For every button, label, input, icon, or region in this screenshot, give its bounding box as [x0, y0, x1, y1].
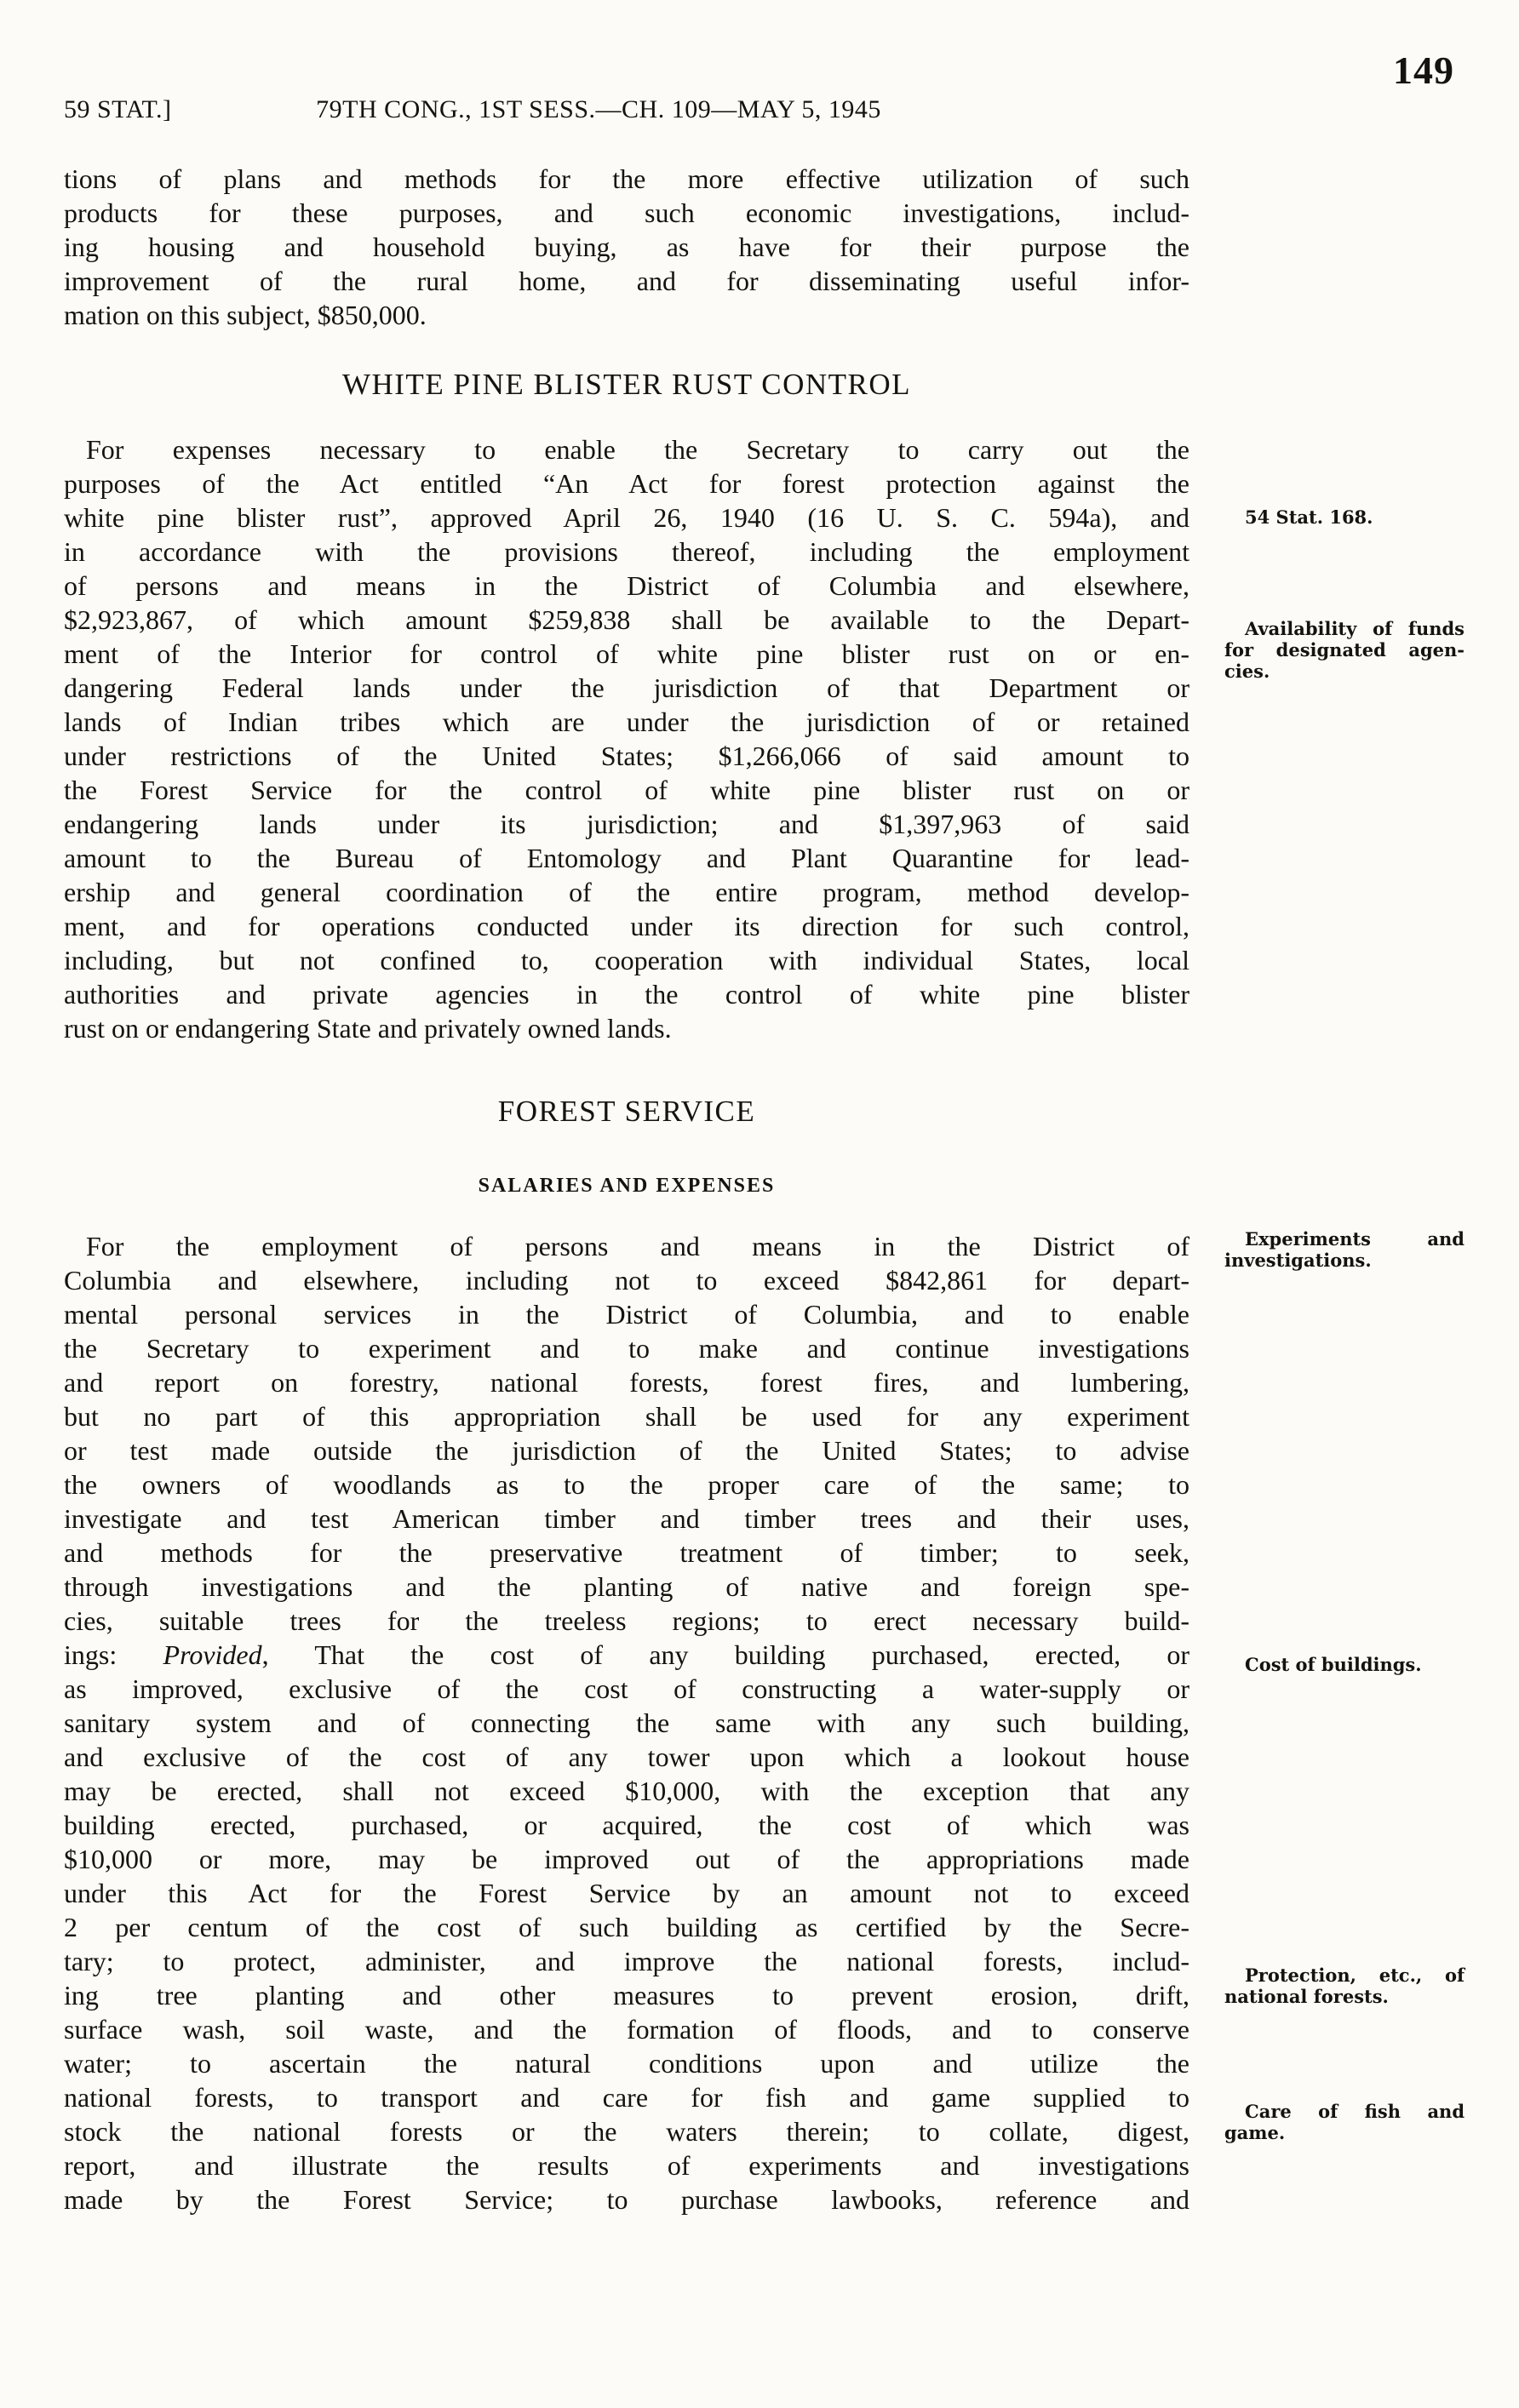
text-line: investigate and test American timber and timber trees and their uses, — [64, 1503, 1189, 1534]
text-line: Protection, etc., of — [1245, 1965, 1465, 1986]
text-line: and report on forestry, national forests, forest fires, and lumbering, — [64, 1367, 1189, 1398]
text-line: endangering lands under its jurisdiction; and $1,397,963 of said — [64, 809, 1189, 839]
text-line: and exclusive of the cost of any tower upon which a lookout house — [64, 1742, 1189, 1772]
text-line: the Forest Service for the control of white pine blister rust on or — [64, 775, 1189, 805]
text-line: the Secretary to experiment and to make and continue investigations — [64, 1333, 1189, 1364]
text-line: national forests, to transport and care for fish and game supplied to — [64, 2082, 1189, 2113]
text-line: ment, and for operations conducted under its direction for such control, — [64, 911, 1189, 941]
text-line: ing tree planting and other measures to prevent erosion, drift, — [64, 1980, 1189, 2010]
margin-note-stat-citation — [1224, 506, 1465, 528]
subheading-salaries-and-expenses: SALARIES AND EXPENSES — [478, 1175, 776, 1197]
page-number: 149 — [1393, 49, 1454, 92]
text-line: through investigations and the planting of native and foreign spe- — [64, 1571, 1189, 1602]
text-line: ings: Provided, That the cost of any building purchased, erected, or — [64, 1639, 1190, 1670]
text-line: authorities and private agencies in the control of white pine blister — [64, 979, 1189, 1010]
margin-note-cost-of-buildings — [1224, 1654, 1465, 1675]
text-line: game. — [1224, 2122, 1286, 2143]
text-line: 54 Stat. 168. — [1245, 506, 1373, 528]
text-line: ment of the Interior for control of white pine blister rust on or en- — [64, 638, 1189, 669]
text-line: and methods for the preservative treatment of timber; to seek, — [64, 1537, 1189, 1568]
text-line: cies. — [1224, 661, 1270, 682]
text-line: may be erected, shall not exceed $10,000, with the exception that any — [64, 1776, 1189, 1806]
text-line: For expenses necessary to enable the Secretary to carry out the — [86, 434, 1189, 465]
text-line: investigations. — [1224, 1250, 1372, 1271]
text-line: made by the Forest Service; to purchase lawbooks, reference and — [64, 2184, 1189, 2215]
stat-volume-label: 59 STAT.] — [64, 95, 172, 123]
text-line: Columbia and elsewhere, including not to exceed $842,861 for depart- — [64, 1265, 1189, 1296]
text-line: including, but not confined to, cooperation with individual States, local — [64, 945, 1189, 975]
text-line: tary; to protect, administer, and improve the national forests, includ- — [64, 1946, 1189, 1976]
text-line: mental personal services in the District of Columbia, and to enable — [64, 1299, 1189, 1330]
text-line: the owners of woodlands as to the proper care of the same; to — [64, 1469, 1189, 1500]
text-line: white pine blister rust”, approved April 26, 1940 (16 U. S. C. 594a), and — [64, 502, 1189, 533]
text-line: Availability of funds — [1245, 618, 1465, 639]
text-line: ing housing and household buying, as have for their purpose the — [64, 232, 1189, 262]
text-line: as improved, exclusive of the cost of constructing a water-supply or — [64, 1673, 1189, 1704]
text-line: products for these purposes, and such economic investigations, includ- — [64, 197, 1189, 228]
text-line: $2,923,867, of which amount $259,838 shall be available to the Depart- — [64, 604, 1189, 635]
margin-note-experiments-investigations — [1224, 1228, 1465, 1271]
text-line: $10,000 or more, may be improved out of the appropriations made — [64, 1844, 1189, 1874]
text-line: under this Act for the Forest Service by an amount not to exceed — [64, 1878, 1189, 1908]
text-line: dangering Federal lands under the jurisdiction of that Department or — [64, 672, 1189, 703]
margin-note-availability-of-funds — [1224, 618, 1465, 682]
text-line: 2 per centum of the cost of such building as certified by the Secre- — [64, 1912, 1189, 1942]
text-line: improvement of the rural home, and for disseminating useful infor- — [64, 266, 1189, 296]
text-line: For the employment of persons and means in the District of — [86, 1231, 1189, 1261]
text-line: cies, suitable trees for the treeless regions; to erect necessary build- — [64, 1605, 1189, 1636]
text-line: for designated agen- — [1224, 639, 1465, 661]
text-line: lands of Indian tribes which are under the jurisdiction of or retained — [64, 706, 1189, 737]
section-heading-forest-service: FOREST SERVICE — [497, 1095, 756, 1128]
text-line: sanitary system and of connecting the same with any such building, — [64, 1707, 1189, 1738]
text-line: purposes of the Act entitled “An Act for forest protection against the — [64, 468, 1189, 499]
text-line: or test made outside the jurisdiction of the United States; to advise — [64, 1435, 1189, 1466]
text-line: mation on this subject, $850,000. — [64, 300, 427, 330]
text-line: of persons and means in the District of Columbia and elsewhere, — [64, 570, 1189, 601]
section-heading-white-pine-blister-rust-control: WHITE PINE BLISTER RUST CONTROL — [341, 368, 912, 401]
text-line: amount to the Bureau of Entomology and Plant Quarantine for lead- — [64, 843, 1189, 873]
text-line: building erected, purchased, or acquired, the cost of which was — [64, 1810, 1189, 1840]
text-line: ership and general coordination of the entire program, method develop- — [64, 877, 1189, 907]
text-line: national forests. — [1224, 1986, 1389, 2007]
text-line: in accordance with the provisions thereof, including the employment — [64, 536, 1189, 567]
forest-service-paragraph — [64, 1229, 1189, 2216]
margin-note-care-of-fish-and-game — [1224, 2101, 1465, 2143]
text-line: stock the national forests or the waters therein; to collate, digest, — [64, 2116, 1189, 2147]
text-line: under restrictions of the United States; $1,266,066 of said amount to — [64, 741, 1189, 771]
text-line: water; to ascertain the natural conditions upon and utilize the — [64, 2048, 1189, 2079]
margin-note-protection-national-forests — [1224, 1965, 1465, 2007]
session-chapter-header: 79TH CONG., 1ST SESS.—CH. 109—MAY 5, 1945 — [316, 95, 881, 123]
text-line: Care of fish and — [1245, 2101, 1465, 2122]
text-line: tions of plans and methods for the more effective utilization of such — [64, 163, 1189, 194]
text-line: but no part of this appropriation shall be used for any experiment — [64, 1401, 1189, 1432]
white-pine-blister-rust-paragraph — [64, 432, 1189, 1045]
text-line: rust on or endangering State and privately owned lands. — [64, 1013, 672, 1044]
text-line: Experiments and — [1245, 1228, 1465, 1250]
text-line: report, and illustrate the results of experiments and investigations — [64, 2150, 1189, 2181]
continuation-paragraph — [64, 162, 1189, 332]
text-line: Cost of buildings. — [1245, 1654, 1422, 1675]
text-line: surface wash, soil waste, and the formation of floods, and to conserve — [64, 2014, 1189, 2045]
